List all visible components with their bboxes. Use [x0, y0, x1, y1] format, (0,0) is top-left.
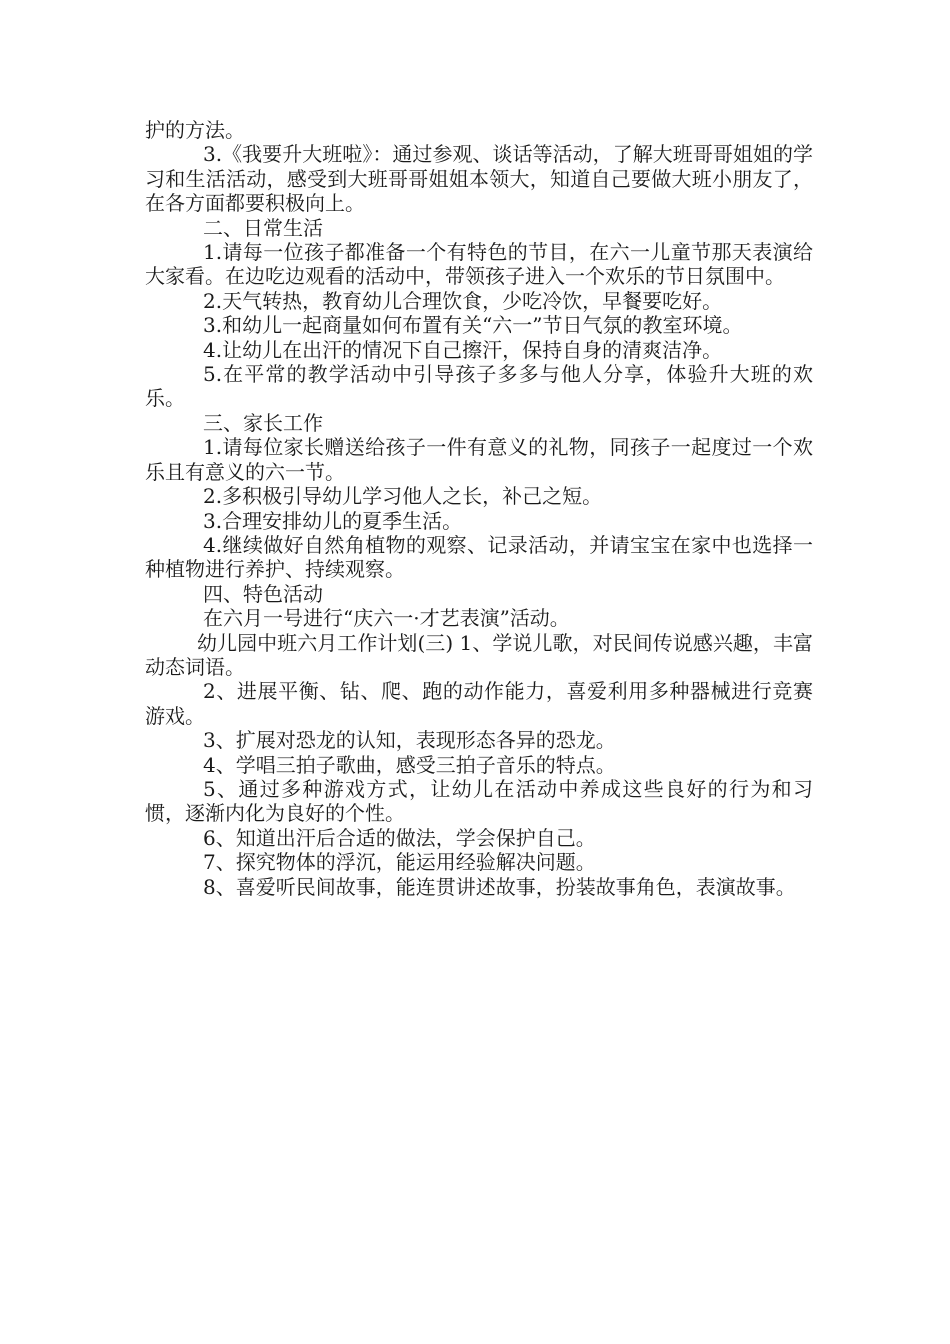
paragraph: 1.请每位家长赠送给孩子一件有意义的礼物，同孩子一起度过一个欢乐且有意义的六一节。: [145, 435, 813, 484]
section-heading: 三、家长工作: [203, 410, 323, 435]
paragraph: 4.让幼儿在出汗的情况下自己擦汗，保持自身的清爽洁净。: [203, 337, 723, 362]
document-body: [145, 118, 813, 899]
paragraph: 在六月一号进行“庆六一·才艺表演”活动。: [203, 606, 570, 631]
paragraph: 5、通过多种游戏方式，让幼儿在活动中养成这些良好的行为和习惯，逐渐内化为良好的个性。: [145, 776, 813, 826]
paragraph: 幼儿园中班六月工作计划(三) 1、学说儿歌，对民间传说感兴趣，丰富动态词语。: [145, 630, 813, 679]
paragraph: 护的方法。: [145, 118, 245, 142]
paragraph: 6、知道出汗后合适的做法，学会保护自己。: [203, 825, 596, 850]
paragraph: 3.合理安排幼儿的夏季生活。: [203, 508, 463, 533]
section-heading: 二、日常生活: [203, 215, 323, 240]
paragraph: 2.天气转热，教育幼儿合理饮食，少吃冷饮，早餐要吃好。: [203, 288, 723, 313]
paragraph: 1.请每一位孩子都准备一个有特色的节目，在六一儿童节那天表演给大家看。在边吃边观看的活动中，带领孩子进入一个欢乐的节日氛围中。: [145, 240, 813, 289]
paragraph: 8、喜爱听民间故事，能连贯讲述故事，扮装故事角色，表演故事。: [203, 874, 796, 899]
paragraph: 2、进展平衡、钻、爬、跑的动作能力，喜爱利用多种器械进行竞赛游戏。: [145, 679, 813, 728]
paragraph: 4.继续做好自然角植物的观察、记录活动，并请宝宝在家中也选择一种植物进行养护、持续观察。: [145, 532, 813, 582]
paragraph: 5.在平常的教学活动中引导孩子多多与他人分享，体验升大班的欢乐。: [145, 362, 813, 411]
paragraph: 3.和幼儿一起商量如何布置有关“六一”节日气氛的教室环境。: [203, 313, 743, 338]
paragraph: 2.多积极引导幼儿学习他人之长，补己之短。: [203, 484, 603, 509]
paragraph: 3、扩展对恐龙的认知，表现形态各异的恐龙。: [203, 728, 616, 753]
paragraph: 7、探究物体的浮沉，能运用经验解决问题。: [203, 850, 596, 875]
paragraph: 4、学唱三拍子歌曲，感受三拍子音乐的特点。: [203, 752, 616, 777]
section-heading: 四、特色活动: [203, 581, 323, 606]
paragraph: 3.《我要升大班啦》：通过参观、谈话等活动，了解大班哥哥姐姐的学习和生活活动，感受到大班哥哥姐姐本领大，知道自己要做大班小朋友了，在各方面都要积极向上。: [145, 142, 813, 216]
